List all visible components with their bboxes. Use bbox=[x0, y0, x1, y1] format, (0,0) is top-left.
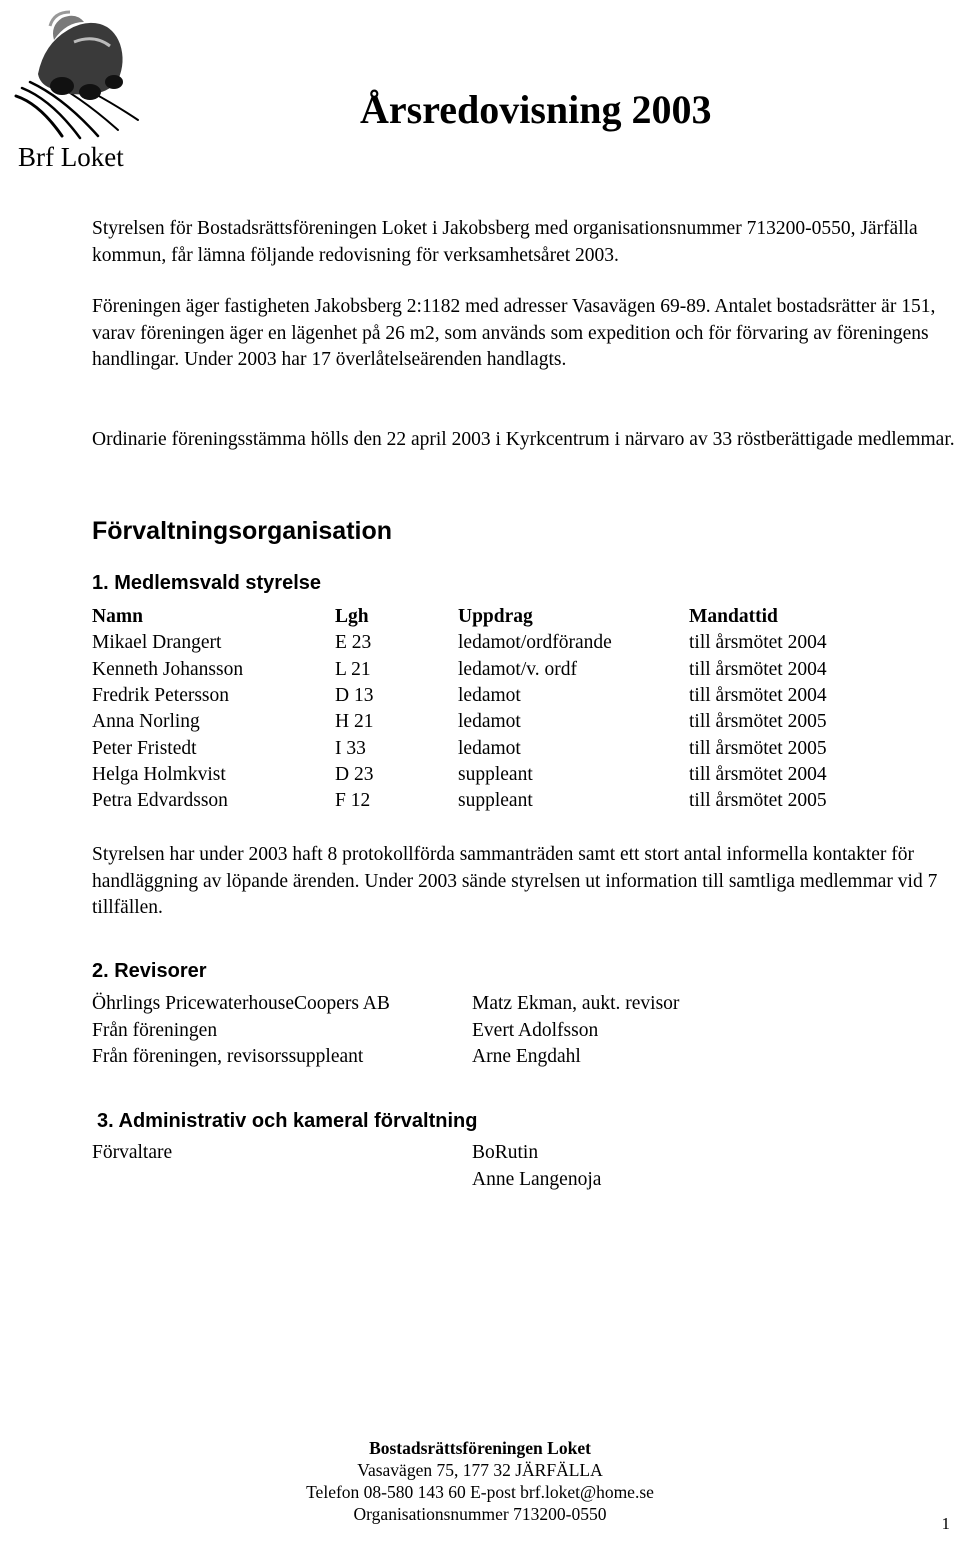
cell-apartment: H 21 bbox=[335, 711, 374, 733]
table-row bbox=[92, 788, 889, 814]
footer-orgnr: Organisationsnummer 713200-0550 bbox=[353, 1504, 607, 1524]
table-row bbox=[92, 735, 889, 761]
cell-term: till årsmötet 2004 bbox=[689, 632, 827, 654]
table-row bbox=[92, 709, 889, 735]
intro-paragraph-3: Ordinarie föreningsstämma hölls den 22 april 2003 i Kyrkcentrum i närvaro av 33 röstberättigade medlemmar. bbox=[92, 429, 955, 450]
logo-text: Brf Loket bbox=[18, 142, 124, 172]
cell-name: Helga Holmkvist bbox=[92, 763, 226, 785]
admin-value: Anne Langenoja bbox=[472, 1168, 602, 1190]
board-heading: 1. Medlemsvald styrelse bbox=[92, 572, 322, 594]
cell-role: ledamot/v. ordf bbox=[458, 658, 577, 680]
admin-heading: 3. Administrativ och kameral förvaltning bbox=[97, 1110, 478, 1132]
intro-paragraph-1: Styrelsen för Bostadsrättsföreningen Loket i Jakobsberg med organisationsnummer 713200-0550, Järfälla kommun, får lämna följande redovisning för verksamhetsåret 2003. bbox=[92, 218, 918, 266]
cell-name: Fredrik Petersson bbox=[92, 685, 230, 707]
cell-role: ledamot bbox=[458, 685, 521, 707]
auditor-role: Från föreningen, revisorssuppleant bbox=[92, 1046, 364, 1067]
intro-paragraph-2: Föreningen äger fastigheten Jakobsberg 2:1182 med adresser Vasavägen 69-89. Antalet bostadsrätter är 151, varav föreningen äger en lägenhet på 26 m2, som används som expedition och för förvaring av föreningens handlingar. Under 2003 har 17 överlåtelseärenden handlagts. bbox=[92, 296, 936, 370]
auditor-name: Evert Adolfsson bbox=[472, 1019, 599, 1041]
cell-term: till årsmötet 2005 bbox=[689, 790, 827, 812]
admin-label: Förvaltare bbox=[92, 1142, 173, 1163]
auditor-role: Från föreningen bbox=[92, 1019, 218, 1041]
cell-term: till årsmötet 2005 bbox=[689, 711, 827, 733]
page-number: 1 bbox=[941, 1514, 950, 1533]
list-item bbox=[92, 1167, 601, 1194]
cell-apartment: L 21 bbox=[335, 658, 371, 680]
auditors-heading: 2. Revisorer bbox=[92, 960, 207, 982]
list-item bbox=[92, 991, 679, 1018]
table-row bbox=[92, 762, 889, 788]
auditor-name: Matz Ekman, aukt. revisor bbox=[472, 993, 680, 1014]
cell-role: ledamot bbox=[458, 737, 521, 759]
cell-apartment: D 13 bbox=[335, 685, 374, 707]
footer-org-name: Bostadsrättsföreningen Loket bbox=[369, 1438, 591, 1458]
cell-role: suppleant bbox=[458, 790, 533, 812]
column-header: Mandattid bbox=[689, 606, 778, 628]
document-title: Årsredovisning 2003 bbox=[360, 87, 712, 132]
table-row bbox=[92, 657, 889, 683]
cell-term: till årsmötet 2004 bbox=[689, 763, 827, 785]
cell-term: till årsmötet 2005 bbox=[689, 737, 827, 759]
footer-contact: Telefon 08-580 143 60 E-post brf.loket@home.se bbox=[306, 1482, 654, 1502]
admin-value: BoRutin bbox=[472, 1142, 539, 1163]
board-summary: Styrelsen har under 2003 haft 8 protokollförda sammanträden samt ett stort antal informella kontakter för handläggning av löpande ärenden. Under 2003 sände styrelsen ut information till samtliga medlemmar vid 7 tillfällen. bbox=[92, 844, 938, 918]
cell-apartment: D 23 bbox=[335, 763, 374, 785]
cell-apartment: F 12 bbox=[335, 790, 371, 812]
auditor-name: Arne Engdahl bbox=[472, 1046, 581, 1067]
locomotive-logo-icon bbox=[10, 8, 150, 148]
cell-role: ledamot bbox=[458, 711, 521, 733]
cell-name: Anna Norling bbox=[92, 711, 200, 733]
auditors-list bbox=[92, 991, 679, 1071]
cell-term: till årsmötet 2004 bbox=[689, 685, 827, 707]
column-header: Uppdrag bbox=[458, 606, 533, 628]
cell-name: Mikael Drangert bbox=[92, 632, 222, 654]
table-row bbox=[92, 683, 889, 709]
table-header-row bbox=[92, 604, 889, 630]
cell-term: till årsmötet 2004 bbox=[689, 658, 827, 680]
cell-apartment: I 33 bbox=[335, 737, 366, 759]
table-row bbox=[92, 630, 889, 656]
admin-list bbox=[92, 1140, 601, 1193]
list-item bbox=[92, 1018, 679, 1045]
cell-name: Kenneth Johansson bbox=[92, 658, 244, 680]
board-table bbox=[92, 604, 889, 814]
cell-apartment: E 23 bbox=[335, 632, 372, 654]
cell-role: ledamot/ordförande bbox=[458, 632, 612, 654]
footer bbox=[0, 1437, 960, 1525]
section-heading: Förvaltningsorganisation bbox=[92, 517, 393, 545]
column-header: Namn bbox=[92, 606, 143, 628]
cell-name: Peter Fristedt bbox=[92, 737, 197, 759]
auditor-role: Öhrlings PricewaterhouseCoopers AB bbox=[92, 993, 390, 1014]
footer-address: Vasavägen 75, 177 32 JÄRFÄLLA bbox=[357, 1460, 603, 1480]
list-item bbox=[92, 1044, 679, 1071]
cell-role: suppleant bbox=[458, 763, 533, 785]
column-header: Lgh bbox=[335, 606, 369, 628]
cell-name: Petra Edvardsson bbox=[92, 790, 228, 812]
list-item bbox=[92, 1140, 601, 1167]
